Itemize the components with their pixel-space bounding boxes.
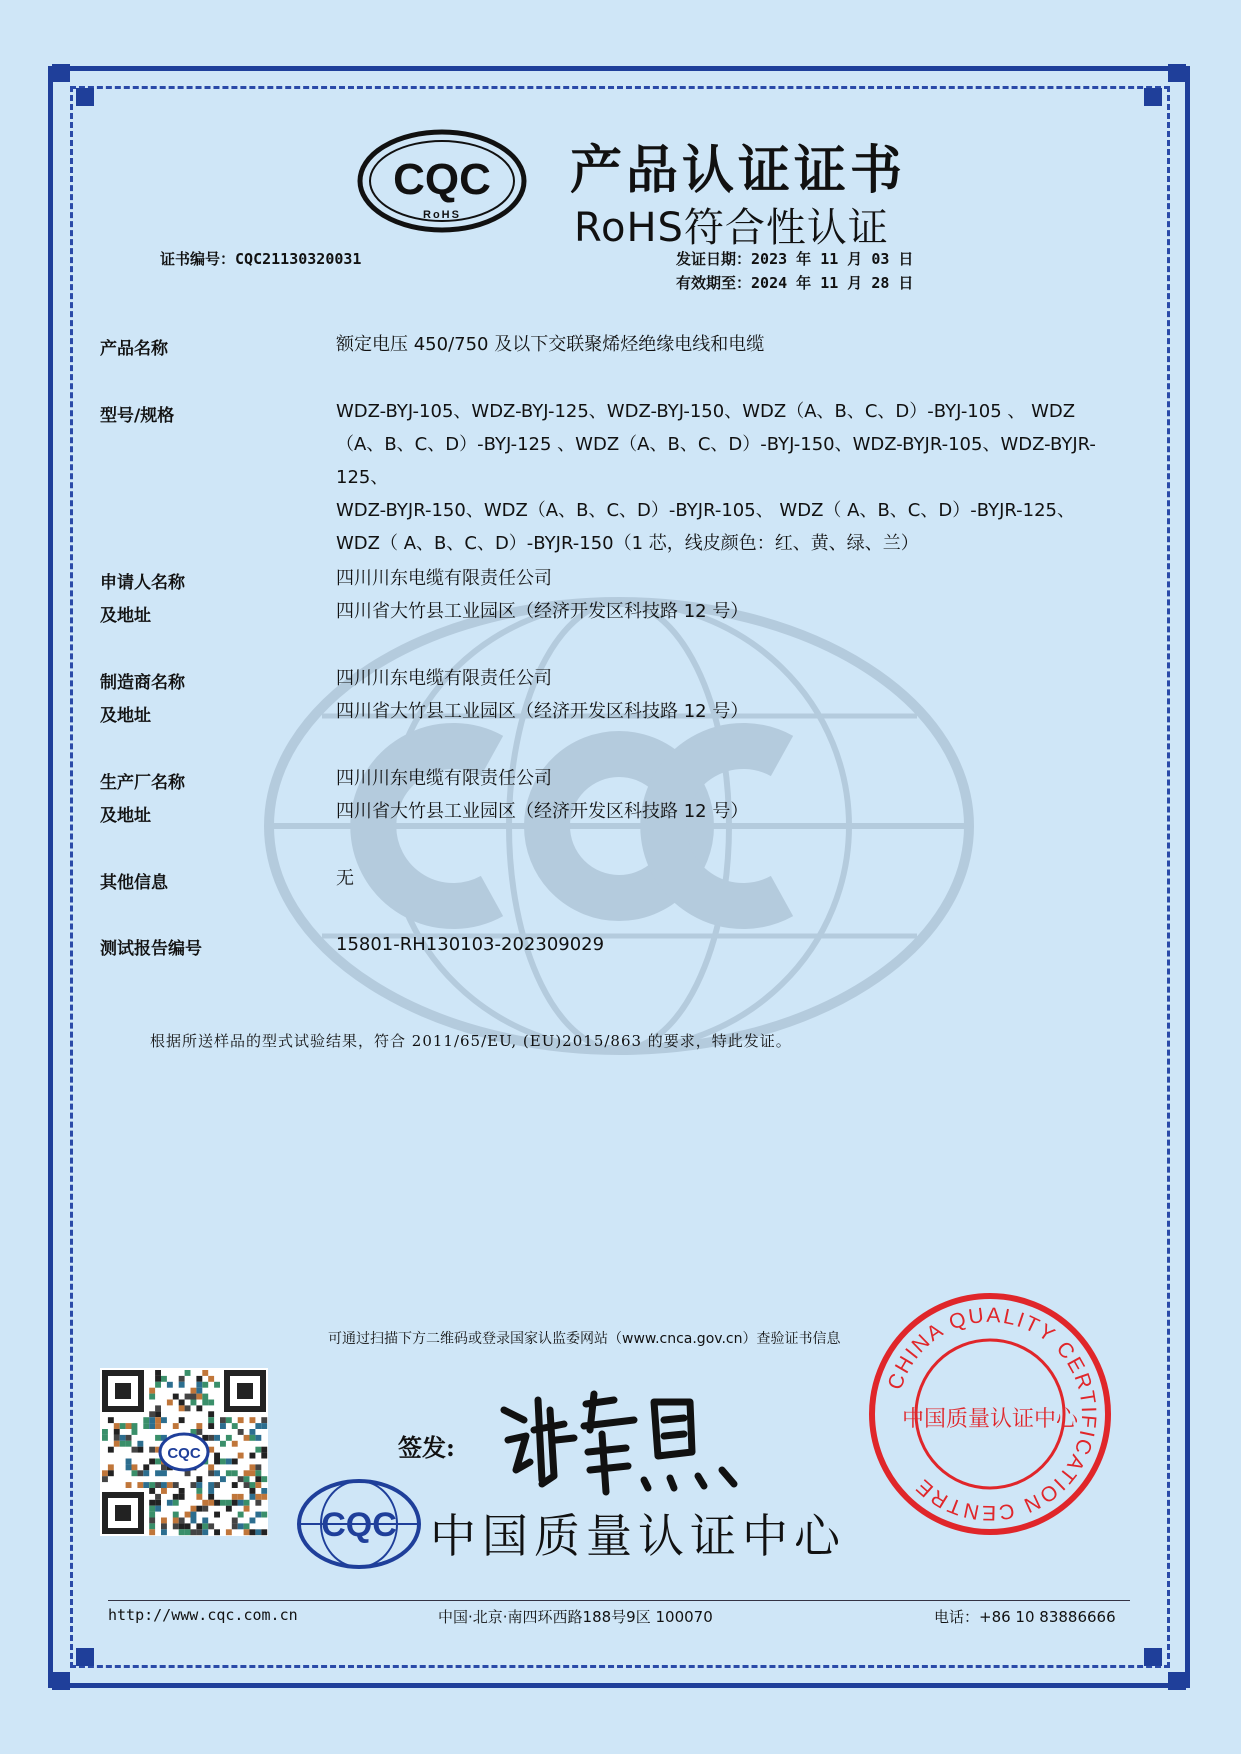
manufacturer-label: 制造商名称 [100, 673, 185, 693]
org-name: 中国质量认证中心 [430, 1509, 846, 1563]
applicant-label: 申请人名称 [100, 573, 185, 593]
corner-ornament [1168, 64, 1186, 82]
model-line: WDZ（ A、B、C、D）-BYJR-150（1 芯，线皮颜色：红、黄、绿、兰） [336, 533, 919, 554]
manufacturer-addr-label: 及地址 [100, 706, 151, 726]
corner-ornament [1144, 1648, 1162, 1666]
factory-label: 生产厂名称 [100, 773, 185, 793]
cert-number-value: CQC21130320031 [235, 250, 362, 268]
issue-date-label: 发证日期： [676, 250, 752, 268]
other-info-label: 其他信息 [100, 873, 168, 893]
verification-note: 可通过扫描下方二维码或登录国家认监委网站（www.cnca.gov.cn）查验证书信息 [328, 1331, 841, 1347]
product-name-value: 额定电压 450/750 及以下交联聚烯烃绝缘电线和电缆 [336, 334, 765, 355]
logo-text: CQC [393, 155, 491, 204]
qr-center-logo: CQC [167, 1445, 201, 1462]
model-line: WDZ-BYJR-150、WDZ（A、B、C、D）-BYJR-105、 WDZ（ A、B、C、D）-BYJR-125、 [336, 500, 1076, 521]
issue-date-value: 2023 年 11 月 03 日 [751, 250, 914, 268]
expiry-date-label: 有效期至： [676, 274, 752, 292]
footer-address: 中国·北京·南四环西路188号9区 100070 [438, 1608, 713, 1626]
corner-ornament [52, 64, 70, 82]
conformity-statement: 根据所送样品的型式试验结果，符合 2011/65/EU, (EU)2015/863 的要求，特此发证。 [150, 1032, 792, 1050]
applicant-name: 四川川东电缆有限责任公司 [336, 568, 552, 589]
org-logo-text: CQC [321, 1506, 397, 1544]
certificate-subtitle: RoHS符合性认证 [574, 205, 889, 251]
model-line: （A、B、C、D）-BYJ-125 、WDZ（A、B、C、D）-BYJ-150、WDZ-BYJR-105、WDZ-BYJR-125、 [336, 434, 1096, 488]
cqc-globe-logo [296, 1478, 422, 1570]
test-report-label: 测试报告编号 [100, 939, 202, 959]
cert-number-label: 证书编号： [160, 250, 236, 268]
model-label: 型号/规格 [100, 406, 175, 426]
corner-ornament [1144, 88, 1162, 106]
cqc-rohs-logo [356, 128, 528, 234]
manufacturer-name: 四川川东电缆有限责任公司 [336, 668, 552, 689]
applicant-address: 四川省大竹县工业园区（经济开发区科技路 12 号） [336, 601, 749, 622]
manufacturer-value [336, 662, 1126, 728]
factory-address: 四川省大竹县工业园区（经济开发区科技路 12 号） [336, 801, 749, 822]
official-seal [866, 1290, 1114, 1538]
applicant-value [336, 562, 1126, 628]
corner-ornament [76, 88, 94, 106]
certificate-title: 产品认证证书 [570, 141, 907, 201]
corner-ornament [76, 1648, 94, 1666]
signature-label: 签发: [398, 1433, 455, 1462]
manufacturer-address: 四川省大竹县工业园区（经济开发区科技路 12 号） [336, 701, 749, 722]
corner-ornament [52, 1672, 70, 1690]
factory-addr-label: 及地址 [100, 806, 151, 826]
signer-name: 谢肇煦 [494, 1380, 497, 1381]
qr-code[interactable] [100, 1368, 268, 1536]
applicant-addr-label: 及地址 [100, 606, 151, 626]
handwritten-signature [494, 1380, 742, 1500]
factory-value [336, 762, 1126, 828]
footer-divider [108, 1600, 1130, 1601]
other-info-value: 无 [336, 868, 354, 889]
test-report-value: 15801-RH130103-202309029 [336, 934, 605, 955]
factory-name: 四川川东电缆有限责任公司 [336, 768, 552, 789]
model-line: WDZ-BYJ-105、WDZ-BYJ-125、WDZ-BYJ-150、WDZ（A、B、C、D）-BYJ-105 、 WDZ [336, 401, 1076, 422]
footer-website[interactable]: http://www.cqc.com.cn [108, 1606, 298, 1624]
product-name-label: 产品名称 [100, 339, 168, 359]
expiry-date-value: 2024 年 11 月 28 日 [751, 274, 914, 292]
logo-sub-text: RoHS [423, 209, 461, 221]
footer-phone: 电话：+86 10 83886666 [934, 1608, 1116, 1626]
seal-outer-text: CHINA QUALITY CERTIFICATION CENTRE [883, 1303, 1101, 1525]
cert-number [160, 248, 361, 269]
model-value [336, 395, 1126, 560]
seal-inner-text: 中国质量认证中心 [901, 1407, 1079, 1432]
corner-ornament [1168, 1672, 1186, 1690]
expiry-date [676, 272, 913, 293]
issue-date [676, 248, 913, 269]
